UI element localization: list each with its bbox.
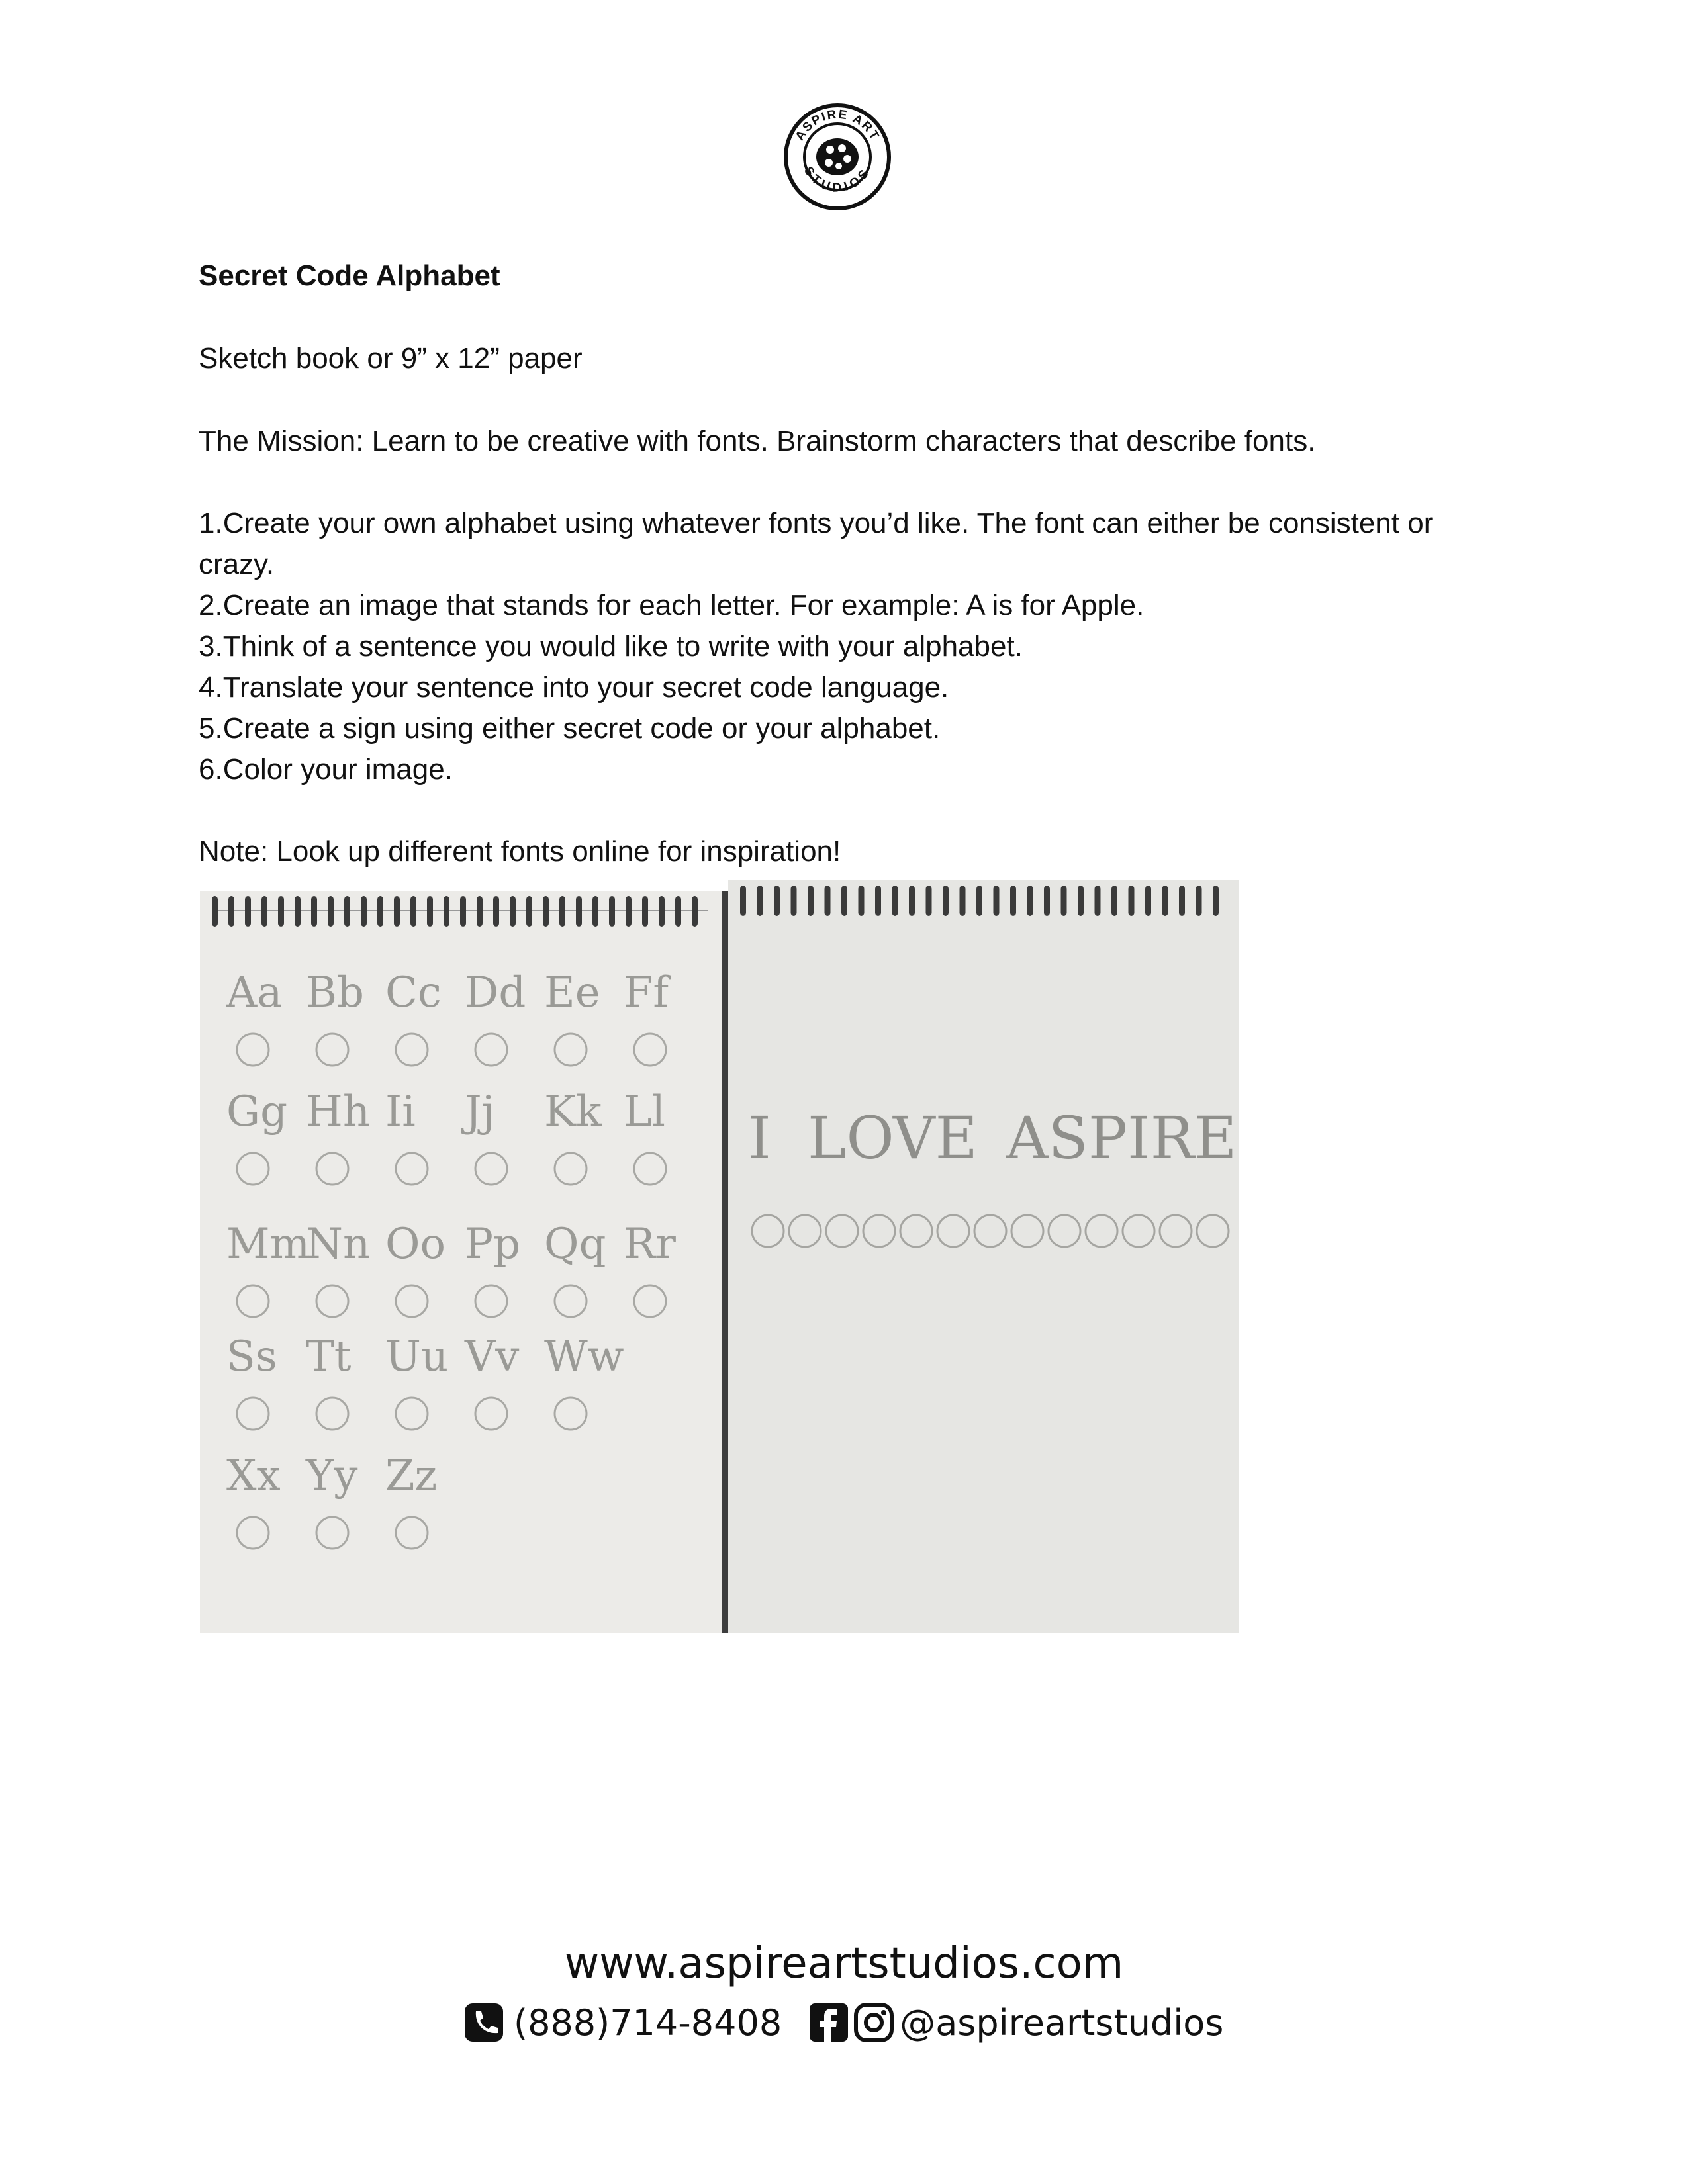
step-1: 1.Create your own alphabet using whatever fonts you’d like. The font can either be consistent or crazy.: [199, 507, 1434, 580]
letter-doodle: [634, 1153, 666, 1185]
spiral-ring: [1010, 886, 1016, 916]
spiral-ring: [875, 886, 881, 916]
spiral-ring: [909, 886, 915, 916]
spiral-ring: [444, 896, 449, 927]
phone-number[interactable]: (888)714-8408: [514, 2001, 782, 2044]
sentence-doodle: [1160, 1215, 1192, 1247]
spiral-ring: [1111, 886, 1117, 916]
alphabet-letter-pair: Tt: [306, 1332, 352, 1381]
letter-doodle: [396, 1153, 428, 1185]
note-line: Note: Look up different fonts online for inspiration!: [199, 835, 841, 868]
letter-doodle: [316, 1034, 348, 1066]
letter-doodle: [555, 1398, 586, 1430]
letter-doodle: [237, 1398, 269, 1430]
alphabet-letter-pair: Ll: [624, 1087, 665, 1136]
letter-doodle: [555, 1034, 586, 1066]
spiral-ring: [559, 896, 565, 927]
alphabet-grid: [226, 968, 676, 1549]
sentence-doodle: [1011, 1215, 1043, 1247]
step-3: 3.Think of a sentence you would like to write with your alphabet.: [199, 630, 1023, 662]
letter-doodle: [396, 1398, 428, 1430]
social-handle[interactable]: @aspireartstudios: [900, 2001, 1224, 2044]
spiral-ring: [1078, 886, 1084, 916]
alphabet-letter-pair: Hh: [306, 1087, 371, 1136]
letter-doodle: [316, 1517, 348, 1549]
sentence-drawings: [752, 1215, 1229, 1247]
spiral-ring: [1162, 886, 1168, 916]
letter-doodle: [475, 1153, 507, 1185]
sentence-word-2: LOVE: [808, 1104, 978, 1172]
spiral-ring: [1061, 886, 1067, 916]
sentence-doodle: [937, 1215, 969, 1247]
sentence-doodle: [900, 1215, 932, 1247]
spiral-ring: [1196, 886, 1202, 916]
sentence-doodle: [752, 1215, 784, 1247]
instagram-icon[interactable]: [853, 2002, 894, 2043]
spiral-ring: [1027, 886, 1033, 916]
spiral-ring: [825, 886, 831, 916]
mission-line: The Mission: Learn to be creative with fonts. Brainstorm characters that describe fonts.: [199, 425, 1316, 457]
letter-doodle: [237, 1285, 269, 1317]
footer-contact: [463, 1996, 1223, 2049]
page-title: Secret Code Alphabet: [199, 259, 500, 292]
alphabet-letter-pair: Mm: [226, 1220, 310, 1269]
spiral-ring: [212, 896, 218, 927]
spiral-ring: [740, 886, 746, 916]
spiral-ring: [477, 896, 483, 927]
letter-doodle: [237, 1517, 269, 1549]
spiral-ring: [808, 886, 814, 916]
letter-doodle: [634, 1034, 666, 1066]
alphabet-letter-pair: Ww: [544, 1332, 624, 1381]
alphabet-letter-pair: Xx: [226, 1451, 281, 1500]
alphabet-letter-pair: Ss: [226, 1332, 277, 1381]
spiral-ring: [592, 896, 598, 927]
alphabet-letter-pair: Ee: [544, 968, 600, 1017]
sentence-word-3: ASPIRE: [1006, 1104, 1237, 1172]
alphabet-letter-pair: Cc: [385, 968, 442, 1017]
letter-doodle: [237, 1153, 269, 1185]
spiral-ring: [926, 886, 932, 916]
spiral-ring: [1129, 886, 1135, 916]
spiral-ring: [394, 896, 400, 927]
alphabet-letter-pair: Ff: [624, 968, 669, 1017]
spiral-rings: [740, 886, 1219, 916]
spiral-ring: [960, 886, 966, 916]
sentence-doodle: [1049, 1215, 1080, 1247]
spiral-ring: [692, 896, 698, 927]
alphabet-letter-pair: Nn: [306, 1220, 371, 1269]
spiral-ring: [377, 896, 383, 927]
alphabet-letter-pair: Yy: [306, 1451, 358, 1500]
spiral-ring: [1145, 886, 1151, 916]
alphabet-letter-pair: Zz: [385, 1451, 438, 1500]
letter-doodle: [475, 1285, 507, 1317]
sentence-letters: [748, 1104, 1237, 1172]
spiral-ring: [526, 896, 532, 927]
alphabet-letter-pair: Ii: [385, 1087, 416, 1136]
sentence-word-1: I: [748, 1104, 771, 1172]
spiral-ring: [328, 896, 334, 927]
letter-doodle: [396, 1034, 428, 1066]
spiral-ring: [1044, 886, 1050, 916]
spiral-ring: [774, 886, 780, 916]
alphabet-letter-pair: Uu: [385, 1332, 449, 1381]
spiral-ring: [659, 896, 665, 927]
spiral-ring: [410, 896, 416, 927]
alphabet-letter-pair: Aa: [226, 968, 283, 1017]
step-4: 4.Translate your sentence into your secret code language.: [199, 671, 949, 704]
letter-doodle: [475, 1034, 507, 1066]
phone-icon: [463, 2002, 504, 2043]
aspire-art-studios-logo: [782, 102, 892, 212]
spiral-ring: [427, 896, 433, 927]
alphabet-letter-pair: Dd: [465, 968, 526, 1017]
svg-text:ASPIRE ART: ASPIRE ART: [792, 107, 882, 144]
spiral-ring: [1213, 886, 1219, 916]
spiral-ring: [576, 896, 582, 927]
palette-icon: [816, 138, 859, 175]
alphabet-letter-pair: Oo: [385, 1220, 445, 1269]
svg-text:STUDIOS: STUDIOS: [800, 164, 874, 195]
letter-doodle: [396, 1285, 428, 1317]
letter-doodle: [316, 1153, 348, 1185]
spiral-ring: [626, 896, 632, 927]
spiral-ring: [609, 896, 615, 927]
spiral-ring: [943, 886, 949, 916]
spiral-ring: [791, 886, 797, 916]
spiral-ring: [841, 886, 847, 916]
letter-doodle: [396, 1517, 428, 1549]
footer-website[interactable]: www.aspireartstudios.com: [564, 1939, 1124, 1988]
alphabet-letter-pair: Bb: [306, 968, 364, 1017]
step-6: 6.Color your image.: [199, 753, 453, 786]
sentence-doodle: [1123, 1215, 1154, 1247]
spiral-ring: [460, 896, 466, 927]
sentence-doodle: [1086, 1215, 1117, 1247]
alphabet-letter-pair: Rr: [624, 1220, 676, 1269]
alphabet-letter-pair: Kk: [544, 1087, 602, 1136]
letter-doodle: [634, 1285, 666, 1317]
sentence-doodle: [826, 1215, 858, 1247]
letter-doodle: [237, 1034, 269, 1066]
letter-doodle: [555, 1285, 586, 1317]
spiral-ring: [344, 896, 350, 927]
step-5: 5.Create a sign using either secret code or your alphabet.: [199, 712, 941, 745]
spiral-ring: [1179, 886, 1185, 916]
alphabet-letter-pair: Pp: [465, 1220, 521, 1269]
sentence-doodle: [863, 1215, 895, 1247]
spiral-ring: [361, 896, 367, 927]
alphabet-sketch-photo: [200, 891, 722, 1633]
facebook-icon[interactable]: [808, 2002, 849, 2043]
spiral-ring: [311, 896, 317, 927]
photo-divider: [722, 891, 728, 1633]
materials-line: Sketch book or 9” x 12” paper: [199, 342, 583, 375]
spiral-ring: [859, 886, 865, 916]
spiral-ring: [642, 896, 648, 927]
sentence-doodle: [789, 1215, 821, 1247]
letter-doodle: [475, 1398, 507, 1430]
spiral-ring: [1095, 886, 1101, 916]
step-2: 2.Create an image that stands for each letter. For example: A is for Apple.: [199, 589, 1145, 621]
alphabet-letter-pair: Gg: [226, 1087, 288, 1136]
spiral-ring: [675, 896, 681, 927]
spiral-ring: [493, 896, 499, 927]
alphabet-letter-pair: Qq: [544, 1220, 606, 1269]
spiral-ring: [245, 896, 251, 927]
spiral-ring: [757, 886, 763, 916]
letter-doodle: [555, 1153, 586, 1185]
sentence-doodle: [974, 1215, 1006, 1247]
sentence-doodle: [1197, 1215, 1229, 1247]
spiral-ring: [976, 886, 982, 916]
letter-doodle: [316, 1398, 348, 1430]
spiral-ring: [261, 896, 267, 927]
spiral-ring: [295, 896, 301, 927]
letter-doodle: [316, 1285, 348, 1317]
spiral-ring: [228, 896, 234, 927]
alphabet-letter-pair: Jj: [465, 1087, 495, 1136]
spiral-ring: [278, 896, 284, 927]
spiral-ring: [510, 896, 516, 927]
alphabet-letter-pair: Vv: [465, 1332, 520, 1381]
sentence-sketch-photo: [728, 880, 1239, 1633]
spiral-ring: [994, 886, 1000, 916]
spiral-ring: [892, 886, 898, 916]
spiral-ring: [543, 896, 549, 927]
